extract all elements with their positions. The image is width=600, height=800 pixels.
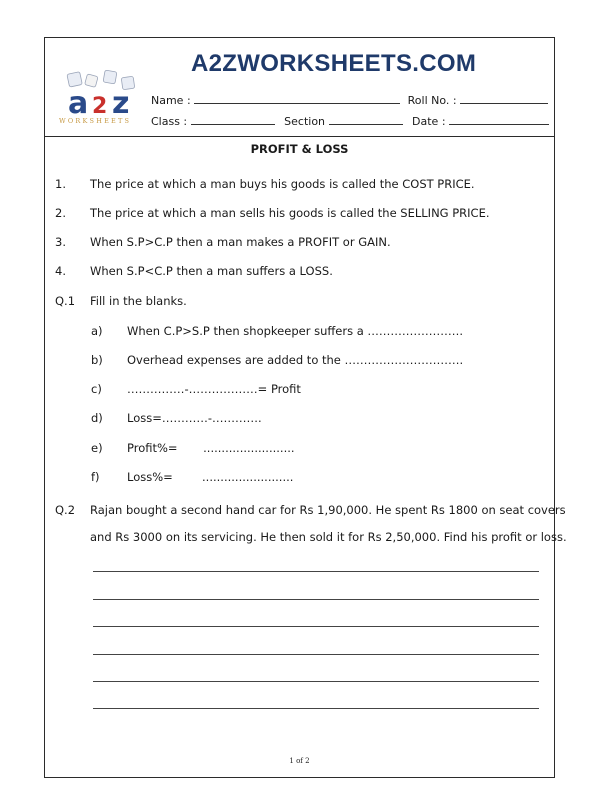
note-item [55,177,475,191]
class-label: Class : [151,115,188,128]
note-item [55,264,333,278]
date-field[interactable] [449,115,549,125]
class-field[interactable] [191,115,275,125]
answer-line[interactable] [93,571,539,572]
name-roll-row [151,94,548,107]
page-number: 1 of 2 [289,757,310,765]
blank-item [91,324,464,338]
note-text: When S.P>C.P then a man makes a PROFIT or GAIN. [90,235,391,249]
note-text: When S.P<C.P then a man suffers a LOSS. [90,264,333,278]
logo-subtitle: WORKSHEETS [59,117,132,125]
blank-text[interactable]: ……………-………………= Profit [127,382,301,396]
svg-text:2: 2 [92,94,108,119]
note-item [55,206,490,220]
blank-label: c) [91,382,102,396]
question-number: Q.2 [55,503,76,517]
note-number: 2. [55,206,66,220]
section-label: Section [284,115,326,128]
question-text-line-1: Rajan bought a second hand car for Rs 1,90,000. He spent Rs 1800 on seat covers [90,503,566,517]
blank-text[interactable]: Loss%= ......................... [127,470,294,484]
blank-label: a) [91,324,103,338]
name-field[interactable] [194,94,400,104]
answer-line[interactable] [93,599,539,600]
question-1 [55,294,187,308]
question-2 [55,503,566,517]
class-section-date-row [151,115,549,128]
blank-text[interactable]: Profit%= ......................... [127,441,295,455]
answer-line[interactable] [93,681,539,682]
answer-line[interactable] [93,654,539,655]
blank-item [91,411,262,425]
question-text-line-2: and Rs 3000 on its servicing. He then sold it for Rs 2,50,000. Find his profit or loss. [90,530,567,544]
note-number: 3. [55,235,66,249]
blank-item [91,382,301,396]
roll-label: Roll No. : [407,94,457,107]
question-text: Fill in the blanks. [90,294,187,308]
blank-item [91,353,464,367]
date-label: Date : [412,115,446,128]
worksheet-frame [44,37,567,778]
blank-text[interactable]: Overhead expenses are added to the …………………………. [127,353,464,367]
site-title: A2ZWORKSHEETS.COM [191,50,477,77]
svg-text:a: a [68,86,89,121]
note-text: The price at which a man buys his goods is called the COST PRICE. [90,177,475,191]
blank-label: d) [91,411,103,425]
header-divider [45,136,554,137]
question-number: Q.1 [55,294,76,308]
name-label: Name : [151,94,191,107]
note-number: 4. [55,264,66,278]
svg-text:z: z [112,86,130,121]
blank-label: b) [91,353,103,367]
answer-line[interactable] [93,626,539,627]
note-text: The price at which a man sells his goods is called the SELLING PRICE. [90,206,490,220]
note-item [55,235,391,249]
page-title: PROFIT & LOSS [250,142,349,156]
blank-item [91,441,295,455]
blank-item [91,470,294,484]
roll-field[interactable] [460,94,548,104]
blank-text[interactable]: Loss=…………-…………. [127,411,262,425]
answer-line[interactable] [93,708,539,709]
note-number: 1. [55,177,66,191]
blank-label: e) [91,441,103,455]
blank-text[interactable]: When C.P>S.P then shopkeeper suffers a ……………………. [127,324,464,338]
section-field[interactable] [329,115,403,125]
blank-label: f) [91,470,100,484]
